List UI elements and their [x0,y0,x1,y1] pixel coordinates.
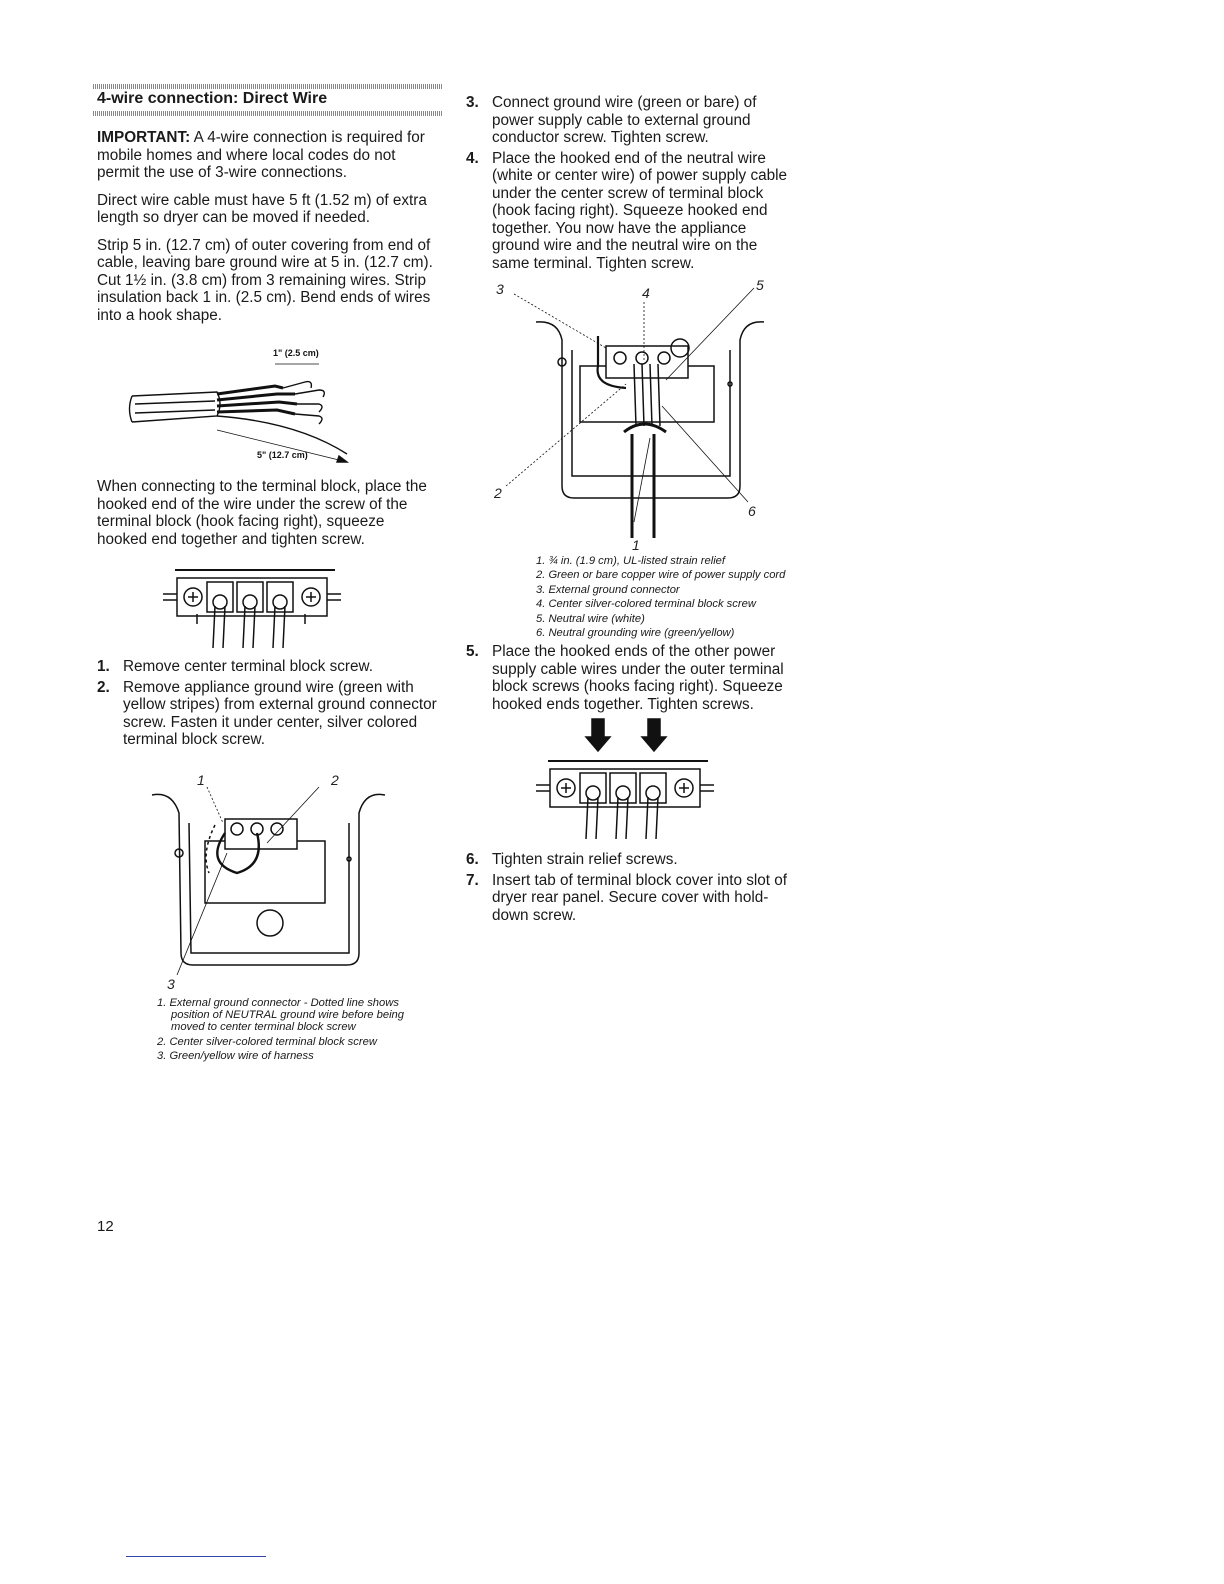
fig2-caption-1: 1. External ground connector - Dotted line shows position of NEUTRAL ground wire before being moved to center terminal block screw [157,996,404,1034]
fig3-captions [536,555,796,639]
section-heading: 4-wire connection: Direct Wire [97,84,437,113]
step-5: 5. Place the hooked ends of the other power supply cable wires under the outer terminal block screws (hooks facing right). Squeeze hooked ends together. Tighten screws. [466,643,784,713]
steps-list-1 [97,658,437,749]
fig3-caption-6: 6. Neutral grounding wire (green/yellow) [536,627,735,640]
cable-strip-figure [97,334,437,474]
fig3-callout-2: 2 [494,485,502,501]
step-4: 4. Place the hooked end of the neutral wire (white or center wire) of power supply cable under the center screw of terminal block (hook facing right). Squeeze hooked end together. You now have the appliance ground wire and the neutral wire on the same terminal. Tighten screw. [466,149,788,272]
fig2-caption-2: 2. Center silver-colored terminal block screw [157,1035,377,1048]
fig2-captions [157,997,437,1063]
fig2-callout-2: 2 [331,771,339,788]
footer-line [126,1556,266,1557]
fig3-callout-1: 1 [632,537,640,551]
fig3-caption-1: 1. ¾ in. (1.9 cm), UL-listed strain relief [536,555,726,567]
fig3-caption-5: 5. Neutral wire (white) [536,612,645,625]
steps-list-2 [466,94,796,272]
steps-list-4 [466,851,796,924]
outer-screws-figure [466,717,796,847]
connect-paragraph: When connecting to the terminal block, place the hooked end of the wire under the screw of the terminal block (hook facing right), squeeze hooked end together and tighten screw. [97,478,427,548]
step-6: 6. Tighten strain relief screws. [466,851,678,869]
fig3-caption-3: 3. External ground connector [536,583,680,596]
steps-list-3 [466,643,796,713]
cable-bottom-dimension: 5" (12.7 cm) [257,450,308,460]
ground-wire-diagram [97,753,437,993]
step-3: 3. Connect ground wire (green or bare) of power supply cable to external ground conductor screw. Tighten screw. [466,94,757,146]
fig3-callout-4: 4 [642,285,650,301]
fig2-callout-1: 1 [197,771,205,788]
terminal-block-figure [97,558,437,654]
important-paragraph [97,129,437,182]
down-arrow-icon [642,719,666,751]
fig3-callout-5: 5 [756,277,764,293]
strip-paragraph: Strip 5 in. (12.7 cm) of outer covering from end of cable, leaving bare ground wire at 5 in. (12.7 cm). Cut 1½ in. (3.8 cm) from 3 remaining wires. Strip insulation back 1 in. (2.5 cm). Bend ends of wires into a hook shape. [97,236,433,324]
length-paragraph: Direct wire cable must have 5 ft (1.52 m) of extra length so dryer can be moved if needed. [97,191,427,226]
left-column [97,84,437,1067]
neutral-wire-diagram [466,276,796,551]
step-7: 7. Insert tab of terminal block cover into slot of dryer rear panel. Secure cover with hold-down screw. [466,871,788,924]
page-number: 12 [97,1218,114,1235]
right-column [466,94,796,927]
fig3-callout-6: 6 [748,503,756,519]
fig3-caption-4: 4. Center silver-colored terminal block screw [536,598,756,611]
down-arrow-icon [586,719,610,751]
fig3-caption-2: 2. Green or bare copper wire of power supply cord [536,569,786,582]
fig3-callout-3: 3 [496,281,504,297]
cable-top-dimension: 1" (2.5 cm) [273,348,319,358]
step-1: 1. Remove center terminal block screw. [97,658,373,675]
fig2-callout-3: 3 [167,975,175,992]
fig2-caption-3: 3. Green/yellow wire of harness [157,1050,314,1063]
important-text: A 4-wire connection is required for mobile homes and where local codes do not permit the use of 3-wire connections. [97,129,425,181]
important-label: IMPORTANT: [97,129,191,146]
step-2: 2. Remove appliance ground wire (green with yellow stripes) from external ground connector screw. Fasten it under center, silver colored terminal block screw. [97,678,437,748]
